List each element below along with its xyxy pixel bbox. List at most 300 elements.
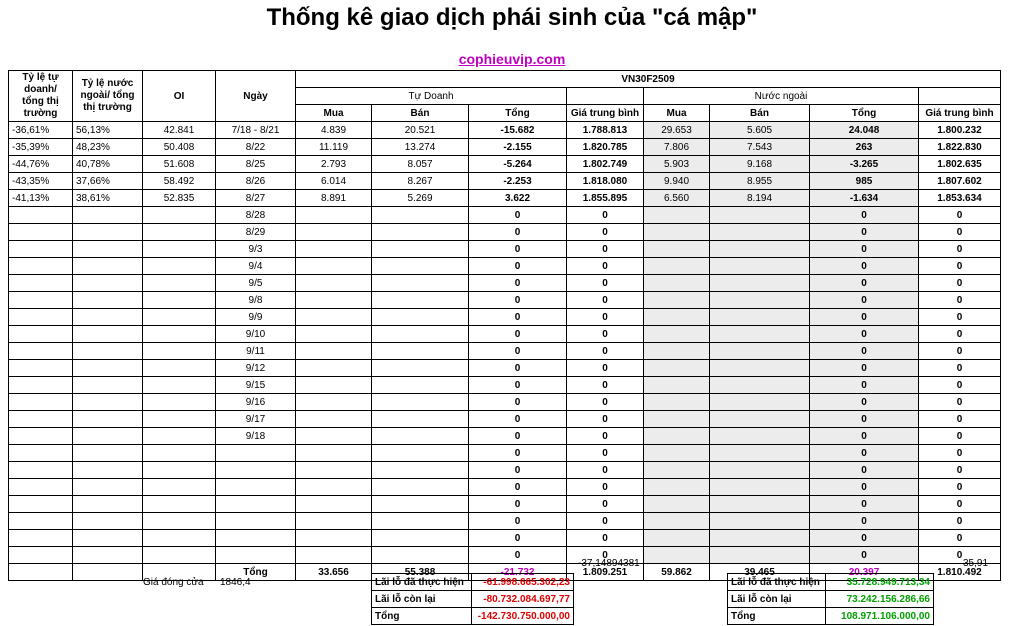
tu-doanh-diff: -37,14894381 [578,558,640,569]
table-cell: 0 [567,530,644,547]
table-cell [644,258,710,275]
pl-label: Lãi lỗ còn lại [728,591,826,608]
table-cell: 1.802.635 [919,156,1001,173]
table-cell: -5.264 [469,156,567,173]
total-cell: 39.465 [710,564,810,581]
table-cell [73,292,143,309]
header-nn-ratio: Tỷ lệ nước ngoài/ tổng thị trường [73,71,143,122]
table-cell [9,258,73,275]
table-cell: 1.853.634 [919,190,1001,207]
table-cell [710,547,810,564]
subheader-cell: Bán [372,105,469,122]
table-cell: 0 [810,547,919,564]
table-cell: 0 [469,530,567,547]
table-cell [296,411,372,428]
pl-value: 73.242.156.286,66 [826,591,934,608]
table-cell: 6.014 [296,173,372,190]
row-spacer [1001,122,1024,139]
table-row [9,224,1024,241]
table-cell: 0 [810,462,919,479]
table-cell: 0 [567,241,644,258]
table-cell [296,241,372,258]
table-cell [216,496,296,513]
pl-value: 108.971.106.000,00 [826,608,934,625]
table-cell: 0 [567,411,644,428]
table-cell: 0 [567,309,644,326]
table-row [9,292,1024,309]
table-cell [710,479,810,496]
table-cell: 0 [469,292,567,309]
table-cell: 0 [567,479,644,496]
row-spacer [1001,411,1024,428]
table-cell [372,445,469,462]
table-cell: -3.265 [810,156,919,173]
table-cell: 0 [919,428,1001,445]
row-spacer [1001,156,1024,173]
table-cell: 0 [919,394,1001,411]
header-blank-2 [919,88,1001,105]
table-row [9,547,1024,564]
row-spacer [1001,224,1024,241]
table-cell: 42.841 [143,122,216,139]
table-cell: 9/11 [216,343,296,360]
row-spacer [1001,530,1024,547]
table-cell [710,513,810,530]
table-cell [216,479,296,496]
table-cell: 20.521 [372,122,469,139]
table-cell: 0 [919,275,1001,292]
table-cell [644,530,710,547]
table-cell: 1.802.749 [567,156,644,173]
table-cell [9,377,73,394]
table-cell: 8.267 [372,173,469,190]
row-spacer [1001,377,1024,394]
table-cell: 0 [919,547,1001,564]
table-cell [9,462,73,479]
site-link[interactable] [0,51,1024,67]
table-row [9,394,1024,411]
table-cell: 8.194 [710,190,810,207]
table-cell [644,547,710,564]
pl-value: -142.730.750.000,00 [472,608,574,625]
table-cell [372,428,469,445]
table-cell: 8/27 [216,190,296,207]
table-cell: 8.955 [710,173,810,190]
table-cell [296,462,372,479]
table-cell [710,207,810,224]
table-cell: 0 [919,377,1001,394]
table-cell: 0 [567,513,644,530]
table-cell: 48,23% [73,139,143,156]
table-cell [710,530,810,547]
total-cell [73,564,143,581]
table-cell: 4.839 [296,122,372,139]
table-cell: 6.560 [644,190,710,207]
table-cell: 13.274 [372,139,469,156]
table-cell [73,258,143,275]
table-cell: 0 [919,513,1001,530]
table-cell [143,207,216,224]
row-spacer [1001,326,1024,343]
table-cell [9,394,73,411]
table-cell [9,445,73,462]
table-cell [9,224,73,241]
table-cell: 0 [469,258,567,275]
table-cell: 0 [810,275,919,292]
table-cell [710,428,810,445]
row-spacer [1001,139,1024,156]
table-cell [372,411,469,428]
table-cell [73,207,143,224]
table-cell: 0 [919,411,1001,428]
table-cell [296,428,372,445]
site-link-text[interactable]: cophieuvip.com [458,51,566,67]
table-cell [9,275,73,292]
row-spacer [1001,462,1024,479]
table-cell: 0 [469,207,567,224]
table-cell: 9/4 [216,258,296,275]
table-cell [296,530,372,547]
table-cell [216,445,296,462]
table-cell [73,394,143,411]
table-cell: 8/22 [216,139,296,156]
table-cell [296,360,372,377]
pl-value: 35.728.949.713,34 [826,574,934,591]
table-cell: -43,35% [9,173,73,190]
table-cell [143,462,216,479]
table-cell [9,292,73,309]
close-price-label: Giá đóng cửa [143,577,204,588]
table-cell [73,428,143,445]
table-cell [372,258,469,275]
header-blank-1 [567,88,644,105]
table-cell [143,496,216,513]
table-cell [644,326,710,343]
pl-label: Lãi lỗ đã thực hiện [372,574,472,591]
table-cell: 9/5 [216,275,296,292]
table-row [9,479,1024,496]
table-cell: 0 [919,445,1001,462]
table-cell: 7.806 [644,139,710,156]
table-cell: 0 [567,445,644,462]
table-row [9,513,1024,530]
table-cell [9,326,73,343]
subheader-cell: Bán [710,105,810,122]
table-cell [372,275,469,292]
table-cell [644,479,710,496]
table-header [9,71,1024,122]
trading-table [8,70,1024,581]
table-cell [73,496,143,513]
table-cell: 0 [567,343,644,360]
total-cell: 1.809.251 [567,564,644,581]
table-cell [143,428,216,445]
row-spacer [1001,309,1024,326]
table-cell: 0 [469,496,567,513]
pl-label: Tổng [372,608,472,625]
table-cell [710,496,810,513]
table-cell: 0 [919,462,1001,479]
table-cell: 0 [567,496,644,513]
total-cell: -21.732 [469,564,567,581]
table-cell: 9/8 [216,292,296,309]
row-spacer [1001,360,1024,377]
table-cell: 0 [810,326,919,343]
table-cell [644,241,710,258]
pl-value: -80.732.084.697,77 [472,591,574,608]
table-cell [143,326,216,343]
table-cell [296,275,372,292]
table-row [9,462,1024,479]
pl-row [728,608,934,625]
table-cell [9,547,73,564]
table-cell [644,513,710,530]
pl-table-nuoc-ngoai [727,573,934,625]
table-cell [73,479,143,496]
table-cell: 0 [919,343,1001,360]
table-row [9,207,1024,224]
table-row [9,309,1024,326]
row-spacer [1001,513,1024,530]
table-cell: 0 [919,258,1001,275]
table-cell: 0 [469,479,567,496]
table-cell: 1.818.080 [567,173,644,190]
table-cell: 0 [810,343,919,360]
table-cell [73,224,143,241]
table-cell: 3.622 [469,190,567,207]
header-tu-doanh: Tự Doanh [296,88,567,105]
table-cell [9,241,73,258]
total-cell: 33.656 [296,564,372,581]
table-cell [710,241,810,258]
table-cell: 24.048 [810,122,919,139]
table-cell: 9/12 [216,360,296,377]
table-cell: 0 [919,326,1001,343]
table-cell [296,207,372,224]
table-cell: 0 [810,309,919,326]
table-cell [372,513,469,530]
table-cell: 0 [810,377,919,394]
table-cell [372,496,469,513]
table-cell [9,479,73,496]
table-cell [372,547,469,564]
table-cell: 985 [810,173,919,190]
table-cell [73,360,143,377]
table-cell: 1.807.602 [919,173,1001,190]
pl-row [728,574,934,591]
total-cell: 1.810.492 [919,564,1001,581]
table-cell [710,343,810,360]
table-cell [710,394,810,411]
pl-row [372,574,574,591]
table-cell [710,445,810,462]
table-cell: 0 [469,241,567,258]
table-cell [296,394,372,411]
table-cell: 0 [810,513,919,530]
table-cell [644,360,710,377]
table-cell: 0 [919,309,1001,326]
table-cell: 5.605 [710,122,810,139]
table-cell: 0 [567,326,644,343]
pl-row [372,608,574,625]
table-cell: 7/18 - 8/21 [216,122,296,139]
table-cell [143,343,216,360]
table-cell [143,479,216,496]
table-cell: 1.855.895 [567,190,644,207]
table-cell: 0 [810,445,919,462]
table-cell [372,462,469,479]
row-spacer [1001,275,1024,292]
table-cell: -44,76% [9,156,73,173]
row-spacer [1001,343,1024,360]
table-cell [372,241,469,258]
table-cell: 58.492 [143,173,216,190]
table-cell: 5.269 [372,190,469,207]
subheader-cell: Mua [296,105,372,122]
table-cell [710,224,810,241]
table-cell: 0 [810,496,919,513]
table-cell [73,462,143,479]
table-row [9,258,1024,275]
table-cell [143,411,216,428]
table-cell [9,411,73,428]
table-cell [73,343,143,360]
table-cell: 0 [469,343,567,360]
row-spacer [1001,428,1024,445]
table-cell: 50.408 [143,139,216,156]
table-cell [644,411,710,428]
table-cell: 0 [469,360,567,377]
table-cell: 9.168 [710,156,810,173]
table-cell: 8.891 [296,190,372,207]
table-row [9,343,1024,360]
table-cell [296,326,372,343]
table-cell: 0 [469,513,567,530]
subheader-cell: Giá trung bình [919,105,1001,122]
table-cell [644,496,710,513]
table-cell [143,292,216,309]
row-spacer [1001,173,1024,190]
row-spacer [1001,445,1024,462]
table-cell [296,479,372,496]
total-cell: 59.862 [644,564,710,581]
subheader-cell: Tổng [469,105,567,122]
total-cell: Tổng [216,564,296,581]
table-cell: 38,61% [73,190,143,207]
table-cell [296,377,372,394]
table-cell: 0 [810,479,919,496]
table-cell: -41,13% [9,190,73,207]
table-row [9,326,1024,343]
table-cell: 0 [567,394,644,411]
table-cell: 0 [469,326,567,343]
table-cell [644,462,710,479]
total-cell [9,564,73,581]
row-spacer [1001,496,1024,513]
table-cell [143,360,216,377]
subheader-cell: Mua [644,105,710,122]
table-row [9,428,1024,445]
header-oi: OI [143,71,216,122]
row-spacer [1001,258,1024,275]
table-cell: 8/26 [216,173,296,190]
table-cell [73,445,143,462]
table-row [9,360,1024,377]
table-cell: 9/15 [216,377,296,394]
table-cell: 0 [810,224,919,241]
table-cell: 9.940 [644,173,710,190]
row-spacer [1001,394,1024,411]
table-cell [372,360,469,377]
table-cell: 0 [567,258,644,275]
table-cell [710,275,810,292]
table-cell: 0 [469,377,567,394]
table-cell [710,462,810,479]
table-cell: 8/25 [216,156,296,173]
table-cell: 2.793 [296,156,372,173]
table-body [9,122,1024,581]
table-row [9,496,1024,513]
table-cell: 9/10 [216,326,296,343]
header-spacer [1001,71,1024,122]
table-cell [296,513,372,530]
pl-value: -61.998.665.302,23 [472,574,574,591]
row-spacer [1001,547,1024,564]
table-cell [143,445,216,462]
table-cell: 0 [810,292,919,309]
table-cell: 0 [567,428,644,445]
table-cell: 1.788.813 [567,122,644,139]
table-cell: 263 [810,139,919,156]
table-cell [296,292,372,309]
pl-row [372,591,574,608]
table-cell [644,292,710,309]
table-cell [73,530,143,547]
table-cell [9,309,73,326]
table-cell [216,513,296,530]
table-cell: 0 [469,394,567,411]
page-title: Thống kê giao dịch phái sinh của "cá mập" [266,4,758,31]
table-cell [143,394,216,411]
row-spacer [1001,241,1024,258]
table-cell [9,513,73,530]
row-spacer [1001,564,1024,581]
row-spacer [1001,190,1024,207]
table-cell: 0 [919,479,1001,496]
table-cell [9,428,73,445]
table-cell [216,530,296,547]
table-cell [372,224,469,241]
table-cell [372,530,469,547]
table-cell: 0 [810,394,919,411]
table-cell [644,445,710,462]
table-cell: 0 [919,207,1001,224]
table-cell [73,377,143,394]
table-cell: 0 [469,275,567,292]
table-cell [143,224,216,241]
pl-table-tu-doanh [371,573,574,625]
table-cell: 0 [469,547,567,564]
header-contract: VN30F2509 [296,71,1001,88]
table-cell: 9/3 [216,241,296,258]
table-cell: 56,13% [73,122,143,139]
table-row [9,139,1024,156]
table-cell: 0 [567,207,644,224]
table-cell: 0 [567,462,644,479]
table-cell [73,326,143,343]
table-cell [73,241,143,258]
table-row [9,275,1024,292]
